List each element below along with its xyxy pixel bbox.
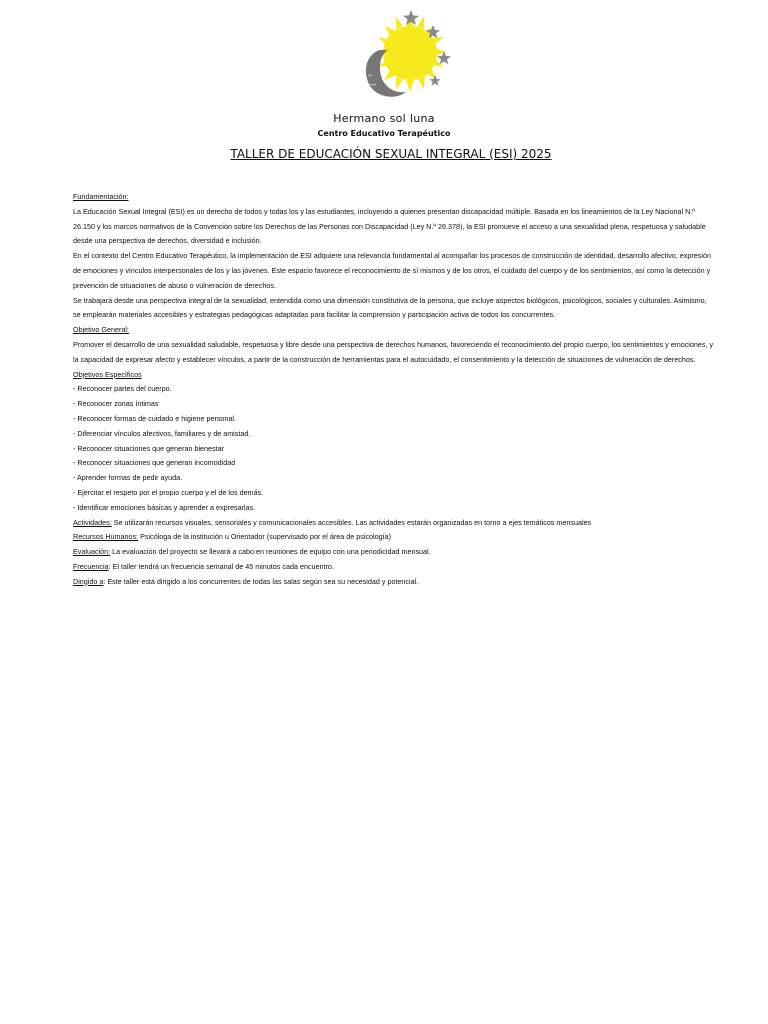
paragraph-fundamentacion-1: La Educación Sexual Integral (ESI) es un derecho de todos y todas los y las estudiantes, incluyendo a quienes presentan discapacidad múltiple. Basada en los lineamientos de la Ley Nacional N.º 26.150 y los marcos normativos de la Convención sobre los Derechos de las Personas con Discapacidad (Ley N.º 26.378), la ESI promueve el acceso a una sexualidad plena, respetuosa y saludable desde una perspectiva de derechos, diversidad e inclusión. bbox=[73, 206, 706, 246]
dirigido-line bbox=[73, 575, 715, 590]
section-heading-objetivos-especificos: Objetivos Específicos bbox=[73, 369, 142, 379]
paragraph-objetivo-general: Promover el desarrollo de una sexualidad saludable, respetuosa y libre desde una perspectiva de derechos humanos, favoreciendo el reconocimiento del propio cuerpo, los sentimientos y emociones, y la capacidad de expresar afecto y establecer vínculos, a partir de la construcción de herramientas para el autocuidado, el consentimiento y la detección de situaciones de vulneración de derechos. bbox=[73, 339, 714, 364]
sun-moon-stars-logo bbox=[340, 4, 460, 108]
section-heading-fundamentacion: Fundamentación: bbox=[73, 192, 129, 201]
section-heading-objetivo-general: Objetivo General: bbox=[73, 325, 129, 335]
recursos-line bbox=[73, 530, 715, 545]
evaluacion-text: La evaluación del proyecto se llevará a cabo en reuniones de equipo con una periodicidad mensual. bbox=[110, 547, 431, 557]
actividades-label: Actividades: bbox=[73, 517, 112, 527]
organization-name: Hermano sol luna bbox=[333, 112, 435, 125]
frecuencia-line bbox=[73, 560, 715, 575]
list-item: - Reconocer situaciones que generan incomodidad bbox=[73, 458, 236, 468]
frecuencia-label: Frecuencia bbox=[73, 561, 109, 571]
list-item: - Reconocer zonas íntimas bbox=[73, 399, 159, 409]
document-title: TALLER DE EDUCACIÓN SEXUAL INTEGRAL (ESI) 2025 bbox=[230, 147, 552, 161]
list-item: - Reconocer formas de cuidado e higiene personal. bbox=[73, 413, 237, 423]
dirigido-label: Dirigido a bbox=[73, 576, 104, 586]
list-item: - Ejercitar el respeto por el propio cuerpo y el de los demás. bbox=[73, 487, 264, 497]
evaluacion-label: Evaluación: bbox=[73, 547, 111, 557]
evaluacion-line bbox=[73, 545, 715, 560]
list-item: - Reconocer situaciones que generan bienestar bbox=[73, 443, 225, 453]
list-item: - Aprender formas de pedir ayuda. bbox=[73, 473, 183, 483]
actividades-line bbox=[73, 516, 715, 531]
recursos-text: Psicóloga de la institución u Orientador (supervisado por el área de psicología) bbox=[138, 532, 392, 542]
paragraph-fundamentacion-2: En el contexto del Centro Educativo Terapéutico, la implementación de ESI adquiere una relevancia fundamental al acompañar los procesos de construcción de identidad, desarrollo afectivo, expresión de emociones y vínculos interpersonales de los y las jóvenes. Este espacio favorece el reconocimiento de sí mismos y de los otros, el cuidado del cuerpo y de los sentimientos, así como la detección y prevención de situaciones de abuso o vulneración de derechos. bbox=[73, 251, 711, 290]
frecuencia-text: : El taller tendrá un frecuencia semanal de 45 minutos cada encuentro. bbox=[108, 561, 334, 571]
list-item: - Reconocer partes del cuerpo. bbox=[73, 384, 172, 394]
sun-icon bbox=[383, 26, 437, 80]
list-item: - Identificar emociones básicas y aprender a expresarlas. bbox=[73, 502, 256, 512]
star-icon bbox=[429, 75, 440, 86]
list-item: - Diferenciar vínculos afectivos, familiares y de amistad. bbox=[73, 428, 251, 438]
dirigido-text: : Este taller está dirigido a los concurrentes de todas las salas según sea su necesidad y potencial. bbox=[103, 576, 419, 586]
recursos-label: Recursos Humanos: bbox=[73, 532, 139, 542]
actividades-text: Se utilizarán recursos visuales, sensoriales y comunicacionales accesibles. Las actividades estarán organizadas en torno a ejes temáticos mensuales bbox=[111, 517, 592, 527]
organization-subtitle: Centro Educativo Terapéutico bbox=[317, 129, 451, 138]
document-body bbox=[73, 190, 715, 590]
paragraph-fundamentacion-3: Se trabajará desde una perspectiva integral de la sexualidad, entendida como una dimensión constitutiva de la persona, que incluye aspectos biológicos, psicológicos, sociales y culturales. Asimismo, se emplearán materiales accesibles y estrategias pedagógicas adaptadas para facilitar la comprensión y participación activa de todos los concurrentes. bbox=[73, 295, 707, 320]
